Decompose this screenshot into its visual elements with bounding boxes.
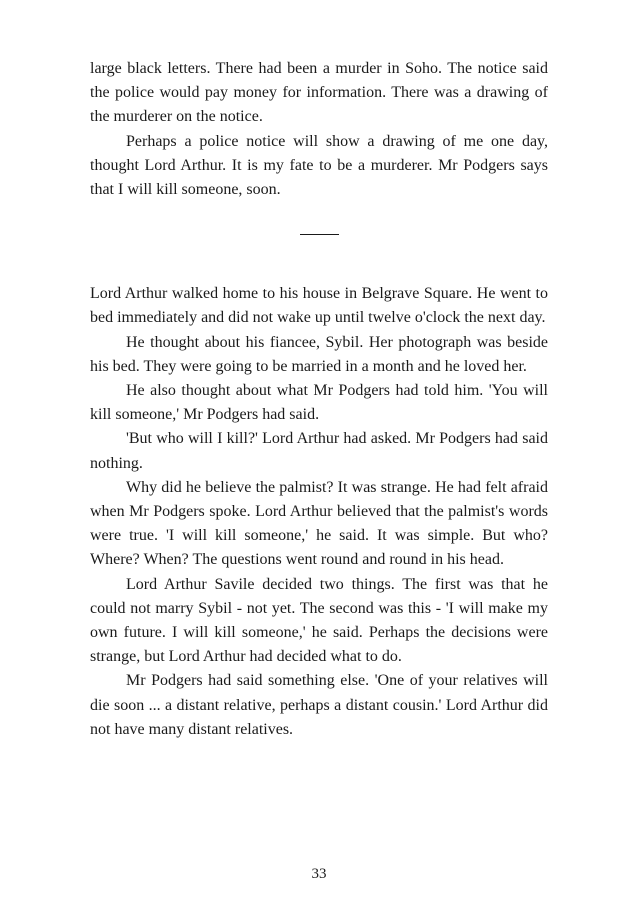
paragraph: He thought about his fiancee, Sybil. Her photograph was beside his bed. They were going to be married in a month and he loved her.	[90, 333, 548, 375]
paragraph: Lord Arthur Savile decided two things. The first was that he could not marry Sybil - not yet. The second was this - 'I will make my own future. I will kill someone,' he said. Perhaps the decisions were strange, but Lord Arthur had decided what to do.	[90, 575, 548, 666]
section-break-rule	[300, 234, 339, 235]
page-number: 33	[311, 866, 327, 882]
paragraph: Mr Podgers had said something else. 'One of your relatives will die soon ... a distant relative, perhaps a distant cousin.' Lord Arthur did not have many distant relatives.	[90, 672, 548, 738]
paragraph: Perhaps a police notice will show a drawing of me one day, thought Lord Arthur. It is my fate to be a murderer. Mr Podgers says that I will kill someone, soon.	[90, 132, 548, 199]
paragraph: Why did he believe the palmist? It was strange. He had felt afraid when Mr Podgers spoke. Lord Arthur believed that the palmist's words were true. 'I will kill someone,' he said. It was simple. But who? Where? When? The questions went round and round in his head.	[90, 478, 548, 569]
paragraph-section-start: Lord Arthur walked home to his house in Belgrave Square. He went to bed immediately and did not wake up until twelve o'clock the next day.	[90, 285, 548, 327]
page-body	[90, 57, 548, 742]
paragraph: He also thought about what Mr Podgers had told him. 'You will kill someone,' Mr Podgers had said.	[90, 382, 548, 424]
paragraph: 'But who will I kill?' Lord Arthur had asked. Mr Podgers had said nothing.	[90, 430, 548, 472]
paragraph-continued: large black letters. There had been a murder in Soho. The notice said the police would pay money for information. There was a drawing of the murderer on the notice.	[90, 60, 548, 126]
